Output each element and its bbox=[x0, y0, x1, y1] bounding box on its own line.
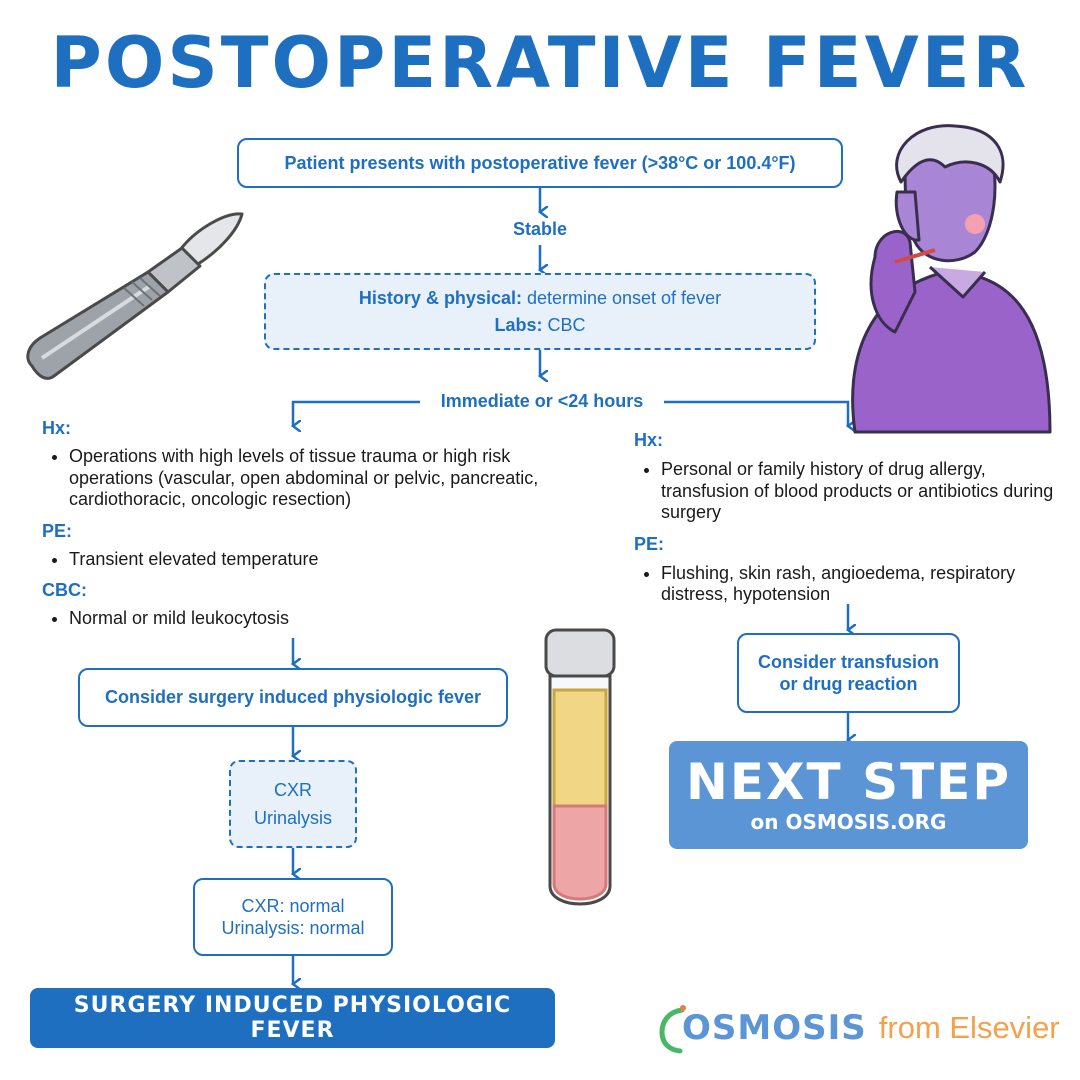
next-step-title: NEXT STEP bbox=[686, 752, 1011, 811]
labs-bold: Labs: bbox=[494, 314, 543, 335]
scalpel-icon bbox=[20, 200, 250, 390]
final-diagnosis-banner bbox=[30, 988, 555, 1048]
left-hx-label: Hx: bbox=[42, 418, 72, 438]
final-diagnosis-text: SURGERY INDUCED PHYSIOLOGIC FEVER bbox=[73, 993, 512, 1043]
right-hx-label: Hx: bbox=[634, 430, 664, 450]
left-pe-item: • Transient elevated temperature bbox=[69, 549, 552, 571]
history-bold: History & physical: bbox=[358, 288, 522, 308]
tests-urinalysis: Urinalysis bbox=[253, 808, 332, 828]
left-hx-item: • Operations with high levels of tissue trauma or high risk operations (vascular, open abdominal or pelvic, pancreatic, cardiothoracic, oncologic resection) bbox=[69, 446, 552, 511]
next-step-button[interactable] bbox=[669, 741, 1028, 849]
right-criteria bbox=[634, 430, 1064, 606]
tests-cxr: CXR bbox=[273, 779, 312, 800]
tests-box bbox=[229, 760, 357, 848]
consider-physiologic-text: Consider surgery induced physiologic fever bbox=[104, 687, 482, 708]
test-tube-icon bbox=[540, 626, 620, 922]
right-pe-label: PE: bbox=[634, 533, 665, 554]
left-cbc-item: • Normal or mild leukocytosis bbox=[69, 608, 552, 630]
next-step-subtitle: on OSMOSIS.ORG bbox=[750, 810, 947, 835]
results-cxr: CXR: normal bbox=[241, 895, 345, 916]
left-cbc-label: CBC: bbox=[42, 580, 87, 601]
patient-illustration-icon bbox=[835, 122, 1060, 434]
results-urinalysis: Urinalysis: normal bbox=[221, 918, 365, 938]
labs-line bbox=[494, 314, 585, 337]
page-title: POSTOPERATIVE FEVER bbox=[50, 22, 1030, 104]
right-pe-item: • Flushing, skin rash, angioedema, respiratory distress, hypotension bbox=[661, 563, 1064, 606]
branch-label: Immediate or <24 hours bbox=[440, 391, 644, 411]
history-text: determine onset of fever bbox=[521, 288, 722, 308]
history-box bbox=[264, 273, 816, 350]
consider-physiologic-box bbox=[78, 668, 508, 727]
stable-label: Stable bbox=[512, 219, 568, 239]
right-hx-item: • Personal or family history of drug allergy, transfusion of blood products or antibiotics during surgery bbox=[661, 459, 1064, 524]
left-criteria bbox=[42, 418, 552, 630]
start-box bbox=[237, 138, 843, 188]
history-line bbox=[359, 287, 721, 310]
consider-transfusion-line1: Consider transfusion bbox=[757, 651, 940, 672]
osmosis-logo-brand: OSMOSIS bbox=[682, 1008, 867, 1048]
labs-text: CBC bbox=[542, 314, 586, 335]
left-pe-label: PE: bbox=[42, 520, 73, 541]
start-box-text: Patient presents with postoperative fever (>38°C or 100.4°F) bbox=[284, 152, 796, 173]
consider-transfusion-box bbox=[737, 633, 960, 713]
osmosis-logo-suffix: from Elsevier bbox=[878, 1010, 1060, 1045]
consider-transfusion-line2: or drug reaction bbox=[779, 674, 918, 694]
osmosis-logo bbox=[658, 1002, 1060, 1054]
results-box bbox=[193, 878, 393, 956]
